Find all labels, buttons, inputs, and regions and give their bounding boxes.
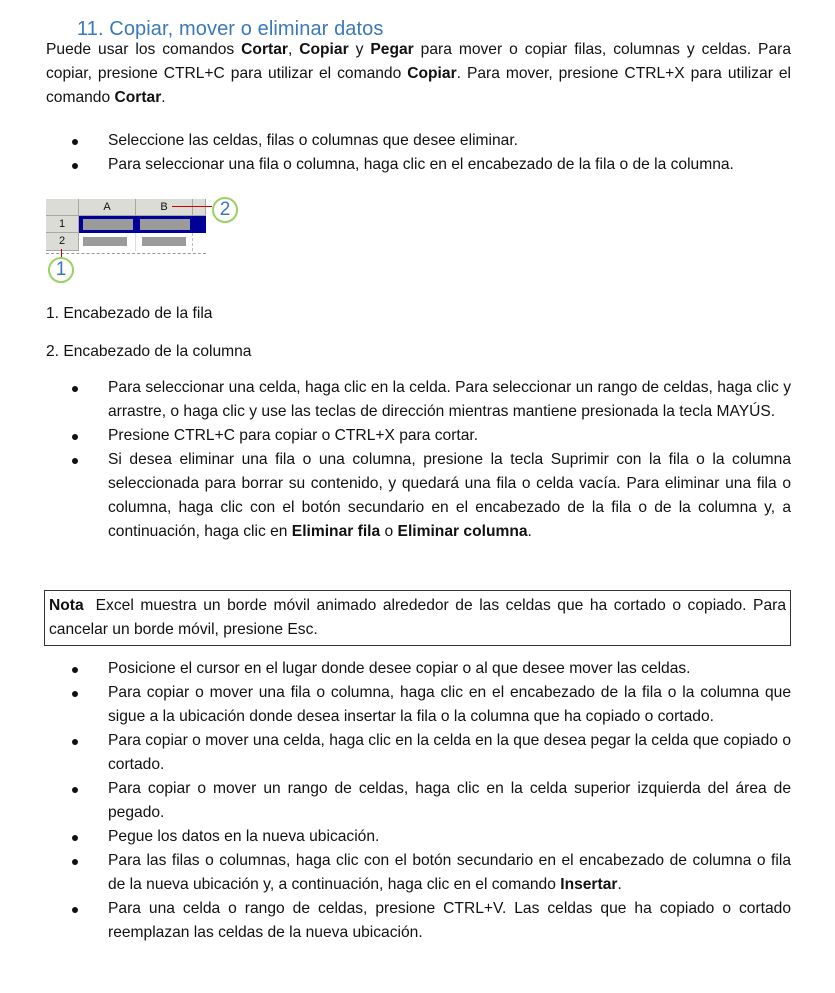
list-item-text: Para una celda o rango de celdas, presione CTRL+V. Las celdas que ha copiado o cortado reemplazan las celdas de la nueva ubicación.: [108, 900, 791, 941]
bullet-icon: [72, 386, 78, 392]
intro-text: Puede usar los comandos: [46, 41, 242, 58]
cell-a1: [83, 219, 133, 230]
bullet-icon: [72, 458, 78, 464]
list-item-text: Para copiar o mover una fila o columna, haga clic en el encabezado de la fila o la columna que sigue a la ubicación donde desea insertar la fila o la columna que ha copiado o cortado.: [108, 684, 791, 725]
list-item-text: Para seleccionar una celda, haga clic en la celda. Para seleccionar un rango de celdas, haga clic y arrastre, o haga clic y use las teclas de dirección mientras mantiene presionada la tecla MAYÚS.: [108, 379, 791, 420]
cell-b2: [136, 233, 193, 251]
row-header-2: 2: [46, 233, 79, 251]
bullet-icon: [72, 139, 78, 145]
bullet-icon: [72, 835, 78, 841]
bullet-icon: [72, 739, 78, 745]
list-item-text: Para las filas o columnas, haga clic con el botón secundario en el encabezado de columna o fila de la nueva ubicación y, a continuación, haga clic en el comando: [108, 852, 791, 893]
list-item-text: Para copiar o mover un rango de celdas, haga clic en la celda superior izquierda del área de pegado.: [108, 780, 791, 821]
bold-term: Eliminar columna: [397, 523, 528, 540]
list-item: [46, 424, 791, 448]
bold-term: Pegar: [370, 41, 414, 58]
cell-a2: [79, 233, 136, 251]
list-item: [46, 729, 791, 777]
bold-term: Copiar: [407, 65, 457, 82]
list-item-text: Para copiar o mover una celda, haga clic en la celda en la que desea pegar la celda que copiado o cortado.: [108, 732, 791, 773]
bullet-icon: [72, 787, 78, 793]
spreadsheet-figure: [46, 197, 246, 287]
section-heading: 11. Copiar, mover o eliminar datos: [77, 18, 384, 40]
callout-2-icon: 2: [212, 197, 238, 223]
note-label: Nota: [49, 597, 84, 614]
list-item-text: Seleccione las celdas, filas o columnas que desee eliminar.: [108, 132, 518, 149]
bullet-list-actions: [46, 376, 791, 544]
list-item: [46, 657, 791, 681]
list-item: [46, 681, 791, 729]
callout-1-icon: 1: [48, 257, 74, 283]
list-item: [46, 897, 791, 945]
row-header-1: 1: [46, 216, 79, 233]
bold-term: Copiar: [299, 41, 349, 58]
bold-term: Eliminar fila: [291, 523, 381, 540]
list-item-text: Presione CTRL+C para copiar o CTRL+X para cortar.: [108, 427, 479, 444]
list-item-text: .: [617, 876, 622, 893]
list-item-text: Si desea eliminar una fila o una columna, presione la tecla Suprimir con la fila o la columna seleccionada para borrar su contenido, y quedará una fila o celda vacía. Para eliminar una fila o columna, haga clic con el botón secundario en el encabezado de la fila o de la columna y, a continuación, haga clic en: [108, 451, 791, 540]
column-header-c: [193, 199, 206, 216]
bullet-icon: [72, 163, 78, 169]
list-item: [46, 448, 791, 544]
cell-b1: [140, 219, 190, 230]
bullet-icon: [72, 434, 78, 440]
bullet-icon: [72, 667, 78, 673]
bullet-icon: [72, 691, 78, 697]
leader-line-2: [172, 206, 212, 207]
list-item-text: o: [380, 523, 398, 540]
list-item: [46, 129, 791, 153]
list-item-text: Pegue los datos en la nueva ubicación.: [108, 828, 380, 845]
bullet-icon: [72, 859, 78, 865]
intro-text: .: [161, 89, 166, 106]
list-item-text: Para seleccionar una fila o columna, haga clic en el encabezado de la fila o de la columna.: [108, 156, 734, 173]
intro-paragraph: [46, 38, 791, 110]
list-item-text: .: [527, 523, 532, 540]
list-item: [46, 849, 791, 897]
list-item: [46, 825, 791, 849]
column-header-a: A: [79, 199, 136, 216]
note-text: Excel muestra un borde móvil animado alrededor de las celdas que ha cortado o copiado. Para cancelar un borde móvil, presione Esc.: [49, 597, 786, 638]
spreadsheet-grid: [46, 199, 206, 254]
legend-item-1: 1. Encabezado de la fila: [46, 305, 213, 322]
legend-item-2: 2. Encabezado de la columna: [46, 343, 252, 360]
note-box: [44, 590, 791, 646]
intro-text: para mover o copiar filas, columnas y celdas. Para copiar, presione CTRL+C para utilizar el comando: [46, 41, 791, 82]
list-item-text: Posicione el cursor en el lugar donde desee copiar o al que desee mover las celdas.: [108, 660, 691, 677]
corner-header: [46, 199, 79, 216]
intro-text: ,: [287, 41, 300, 58]
bullet-icon: [72, 907, 78, 913]
column-header-b: B: [136, 199, 193, 216]
bullet-list-paste: [46, 657, 791, 945]
list-item: [46, 777, 791, 825]
list-item: [46, 376, 791, 424]
list-item: [46, 153, 791, 177]
bold-term: Insertar: [560, 876, 618, 893]
bold-term: Cortar: [241, 41, 288, 58]
intro-text: y: [348, 41, 371, 58]
bullet-list-select: [46, 129, 791, 177]
intro-text: . Para mover, presione CTRL+X para utilizar el comando: [46, 65, 791, 106]
bold-term: Cortar: [114, 89, 162, 106]
